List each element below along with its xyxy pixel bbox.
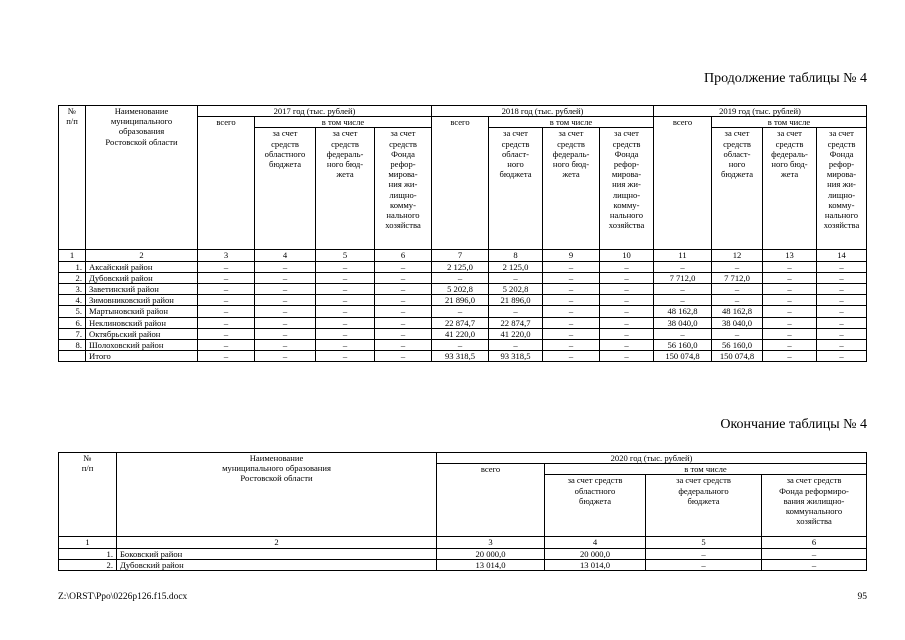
value-cell: – bbox=[763, 272, 817, 283]
district-name-cell: Октябрьский район bbox=[86, 328, 198, 339]
value-cell: – bbox=[712, 261, 763, 272]
value-cell: – bbox=[654, 284, 712, 295]
value-cell: – bbox=[198, 272, 255, 283]
value-cell: – bbox=[763, 351, 817, 362]
value-cell: 21 896,0 bbox=[432, 295, 489, 306]
value-cell: 41 220,0 bbox=[489, 328, 543, 339]
column-number: 14 bbox=[817, 250, 867, 261]
column-number: 4 bbox=[545, 537, 646, 548]
header-regional-2017: за счет средств областного бюджета bbox=[255, 128, 316, 250]
funding-table-2020 bbox=[58, 452, 867, 571]
value-cell: – bbox=[763, 306, 817, 317]
value-cell: – bbox=[198, 317, 255, 328]
district-name-cell: Дубовский район bbox=[117, 559, 437, 570]
district-name-cell: Шолоховский район bbox=[86, 340, 198, 351]
header-incl-2020: в том числе bbox=[545, 464, 867, 475]
table-row bbox=[59, 284, 867, 295]
value-cell: – bbox=[817, 272, 867, 283]
value-cell: – bbox=[712, 295, 763, 306]
value-cell: – bbox=[255, 317, 316, 328]
value-cell: 13 014,0 bbox=[437, 559, 545, 570]
value-cell: 38 040,0 bbox=[654, 317, 712, 328]
value-cell: – bbox=[763, 328, 817, 339]
row-number-cell: 8. bbox=[59, 340, 86, 351]
value-cell: 48 162,8 bbox=[712, 306, 763, 317]
value-cell: – bbox=[316, 317, 375, 328]
value-cell: – bbox=[654, 261, 712, 272]
value-cell: – bbox=[255, 328, 316, 339]
header-total-2018: всего bbox=[432, 117, 489, 250]
row-number-cell: 5. bbox=[59, 306, 86, 317]
district-name-cell: Дубовский район bbox=[86, 272, 198, 283]
row-number-cell: 3. bbox=[59, 284, 86, 295]
value-cell: – bbox=[543, 295, 600, 306]
header-fund-2018: за счет средств Фонда рефор- мирова- ния жи- лищно- комму- нального хозяйства bbox=[600, 128, 654, 250]
value-cell: – bbox=[600, 306, 654, 317]
value-cell: – bbox=[543, 284, 600, 295]
footer-page-number: 95 bbox=[857, 592, 867, 602]
district-name-cell: Мартыновский район bbox=[86, 306, 198, 317]
value-cell: – bbox=[654, 328, 712, 339]
table-row bbox=[59, 351, 867, 362]
value-cell: – bbox=[375, 351, 432, 362]
table-row bbox=[59, 328, 867, 339]
value-cell: – bbox=[432, 272, 489, 283]
value-cell: – bbox=[198, 284, 255, 295]
value-cell: – bbox=[255, 351, 316, 362]
value-cell: – bbox=[316, 295, 375, 306]
value-cell: 20 000,0 bbox=[545, 548, 646, 559]
value-cell: 48 162,8 bbox=[654, 306, 712, 317]
row-number-cell: 2. bbox=[59, 559, 117, 570]
header-federal-2020: за счет средств федерального бюджета bbox=[646, 475, 762, 537]
value-cell: – bbox=[255, 306, 316, 317]
value-cell: – bbox=[432, 306, 489, 317]
header-fund-2020: за счет средств Фонда реформиро- вания жилищно- коммунального хозяйства bbox=[762, 475, 867, 537]
value-cell: 5 202,8 bbox=[489, 284, 543, 295]
value-cell: – bbox=[817, 284, 867, 295]
value-cell: – bbox=[712, 328, 763, 339]
value-cell: – bbox=[543, 272, 600, 283]
continuation-title: Продолжение таблицы № 4 bbox=[703, 71, 867, 86]
value-cell: – bbox=[255, 340, 316, 351]
value-cell: 7 712,0 bbox=[654, 272, 712, 283]
value-cell: – bbox=[712, 284, 763, 295]
district-name-cell: Аксайский район bbox=[86, 261, 198, 272]
value-cell: 2 125,0 bbox=[489, 261, 543, 272]
row-number-cell: 2. bbox=[59, 272, 86, 283]
header-incl-2018: в том числе bbox=[489, 117, 654, 128]
column-number: 6 bbox=[762, 537, 867, 548]
column-number: 3 bbox=[437, 537, 545, 548]
value-cell: – bbox=[543, 306, 600, 317]
column-number: 7 bbox=[432, 250, 489, 261]
value-cell: – bbox=[489, 340, 543, 351]
header-num: № п/п bbox=[59, 106, 86, 250]
header-total-2019: всего bbox=[654, 117, 712, 250]
value-cell: – bbox=[375, 317, 432, 328]
value-cell: – bbox=[600, 295, 654, 306]
district-name-cell: Итого bbox=[86, 351, 198, 362]
table-row bbox=[59, 548, 867, 559]
value-cell: 13 014,0 bbox=[545, 559, 646, 570]
value-cell: – bbox=[817, 306, 867, 317]
funding-table-2017-2019 bbox=[58, 105, 867, 362]
header-federal-2018: за счет средств федераль- ного бюд- жета bbox=[543, 128, 600, 250]
value-cell: – bbox=[817, 340, 867, 351]
header-year-2019: 2019 год (тыс. рублей) bbox=[654, 106, 867, 117]
header-regional-2020: за счет средств областного бюджета bbox=[545, 475, 646, 537]
table-row bbox=[59, 340, 867, 351]
column-number: 4 bbox=[255, 250, 316, 261]
row-number-cell: 6. bbox=[59, 317, 86, 328]
column-number: 1 bbox=[59, 250, 86, 261]
table-row bbox=[59, 306, 867, 317]
column-number: 2 bbox=[86, 250, 198, 261]
table-row bbox=[59, 261, 867, 272]
table-row bbox=[59, 559, 867, 570]
value-cell: 22 874,7 bbox=[432, 317, 489, 328]
value-cell: – bbox=[198, 306, 255, 317]
value-cell: – bbox=[600, 328, 654, 339]
value-cell: – bbox=[600, 340, 654, 351]
value-cell: – bbox=[654, 295, 712, 306]
value-cell: – bbox=[817, 261, 867, 272]
value-cell: – bbox=[432, 340, 489, 351]
value-cell: – bbox=[600, 261, 654, 272]
header-num-2: № п/п bbox=[59, 453, 117, 537]
value-cell: 150 074,8 bbox=[712, 351, 763, 362]
value-cell: 93 318,5 bbox=[489, 351, 543, 362]
value-cell: – bbox=[375, 328, 432, 339]
district-name-cell: Боковский район bbox=[117, 548, 437, 559]
value-cell: 56 160,0 bbox=[654, 340, 712, 351]
value-cell: – bbox=[762, 559, 867, 570]
row-number-cell: 7. bbox=[59, 328, 86, 339]
value-cell: – bbox=[543, 351, 600, 362]
header-incl-2017: в том числе bbox=[255, 117, 432, 128]
header-incl-2019: в том числе bbox=[712, 117, 867, 128]
value-cell: – bbox=[646, 548, 762, 559]
table-row bbox=[59, 317, 867, 328]
value-cell: – bbox=[543, 261, 600, 272]
column-number-row bbox=[59, 537, 867, 548]
header-year-2020: 2020 год (тыс. рублей) bbox=[437, 453, 867, 464]
value-cell: – bbox=[817, 351, 867, 362]
value-cell: – bbox=[763, 317, 817, 328]
value-cell: – bbox=[316, 306, 375, 317]
header-year-2018: 2018 год (тыс. рублей) bbox=[432, 106, 654, 117]
table-row bbox=[59, 295, 867, 306]
header-federal-2019: за счет средств федераль- ного бюд- жета bbox=[763, 128, 817, 250]
header-regional-2018: за счет средств област- ного бюджета bbox=[489, 128, 543, 250]
value-cell: – bbox=[375, 261, 432, 272]
value-cell: – bbox=[316, 340, 375, 351]
column-number: 10 bbox=[600, 250, 654, 261]
value-cell: – bbox=[316, 284, 375, 295]
value-cell: – bbox=[489, 306, 543, 317]
value-cell: 5 202,8 bbox=[432, 284, 489, 295]
value-cell: – bbox=[489, 272, 543, 283]
district-name-cell: Заветинский район bbox=[86, 284, 198, 295]
value-cell: – bbox=[543, 340, 600, 351]
header-name-2: Наименование муниципального образования Ростовской области bbox=[117, 453, 437, 537]
column-number: 12 bbox=[712, 250, 763, 261]
value-cell: – bbox=[763, 284, 817, 295]
value-cell: – bbox=[316, 261, 375, 272]
header-regional-2019: за счет средств област- ного бюджета bbox=[712, 128, 763, 250]
value-cell: 21 896,0 bbox=[489, 295, 543, 306]
value-cell: – bbox=[763, 340, 817, 351]
value-cell: – bbox=[600, 317, 654, 328]
value-cell: – bbox=[646, 559, 762, 570]
row-number-cell bbox=[59, 351, 86, 362]
value-cell: – bbox=[763, 295, 817, 306]
value-cell: – bbox=[375, 340, 432, 351]
column-number: 5 bbox=[646, 537, 762, 548]
ending-title: Окончание таблицы № 4 bbox=[720, 417, 867, 432]
column-number: 3 bbox=[198, 250, 255, 261]
column-number: 2 bbox=[117, 537, 437, 548]
header-fund-2017: за счет средств Фонда рефор- мирова- ния жи- лищно- комму- нального хозяйства bbox=[375, 128, 432, 250]
header-year-2017: 2017 год (тыс. рублей) bbox=[198, 106, 432, 117]
district-name-cell: Зимовниковский район bbox=[86, 295, 198, 306]
value-cell: 93 318,5 bbox=[432, 351, 489, 362]
value-cell: – bbox=[198, 340, 255, 351]
value-cell: – bbox=[375, 295, 432, 306]
header-total-2017: всего bbox=[198, 117, 255, 250]
value-cell: – bbox=[255, 295, 316, 306]
value-cell: – bbox=[255, 272, 316, 283]
table-row bbox=[59, 272, 867, 283]
value-cell: – bbox=[198, 351, 255, 362]
value-cell: – bbox=[375, 306, 432, 317]
header-federal-2017: за счет средств федераль- ного бюд- жета bbox=[316, 128, 375, 250]
value-cell: 7 712,0 bbox=[712, 272, 763, 283]
value-cell: – bbox=[817, 328, 867, 339]
column-number: 6 bbox=[375, 250, 432, 261]
value-cell: 150 074,8 bbox=[654, 351, 712, 362]
column-number: 11 bbox=[654, 250, 712, 261]
value-cell: – bbox=[817, 295, 867, 306]
header-name: Наименование муниципального образования Ростовской области bbox=[86, 106, 198, 250]
value-cell: – bbox=[198, 261, 255, 272]
value-cell: – bbox=[198, 295, 255, 306]
column-number-row bbox=[59, 250, 867, 261]
row-number-cell: 4. bbox=[59, 295, 86, 306]
value-cell: – bbox=[543, 328, 600, 339]
value-cell: – bbox=[316, 328, 375, 339]
value-cell: – bbox=[198, 328, 255, 339]
row-number-cell: 1. bbox=[59, 548, 117, 559]
value-cell: – bbox=[316, 272, 375, 283]
value-cell: – bbox=[762, 548, 867, 559]
value-cell: – bbox=[817, 317, 867, 328]
value-cell: – bbox=[600, 284, 654, 295]
value-cell: 22 874,7 bbox=[489, 317, 543, 328]
value-cell: – bbox=[255, 261, 316, 272]
row-number-cell: 1. bbox=[59, 261, 86, 272]
header-fund-2019: за счет средств Фонда рефор- мирова- ния жи- лищно- комму- нального хозяйства bbox=[817, 128, 867, 250]
value-cell: 20 000,0 bbox=[437, 548, 545, 559]
value-cell: – bbox=[316, 351, 375, 362]
column-number: 13 bbox=[763, 250, 817, 261]
value-cell: – bbox=[375, 284, 432, 295]
district-name-cell: Неклиновский район bbox=[86, 317, 198, 328]
column-number: 1 bbox=[59, 537, 117, 548]
column-number: 5 bbox=[316, 250, 375, 261]
value-cell: – bbox=[600, 351, 654, 362]
header-total-2020: всего bbox=[437, 464, 545, 537]
column-number: 8 bbox=[489, 250, 543, 261]
value-cell: – bbox=[375, 272, 432, 283]
column-number: 9 bbox=[543, 250, 600, 261]
footer-file-path: Z:\ORST\Ppo\0226p126.f15.docx bbox=[58, 592, 188, 602]
value-cell: 41 220,0 bbox=[432, 328, 489, 339]
value-cell: 38 040,0 bbox=[712, 317, 763, 328]
value-cell: – bbox=[543, 317, 600, 328]
value-cell: – bbox=[600, 272, 654, 283]
value-cell: 56 160,0 bbox=[712, 340, 763, 351]
value-cell: – bbox=[763, 261, 817, 272]
value-cell: 2 125,0 bbox=[432, 261, 489, 272]
value-cell: – bbox=[255, 284, 316, 295]
